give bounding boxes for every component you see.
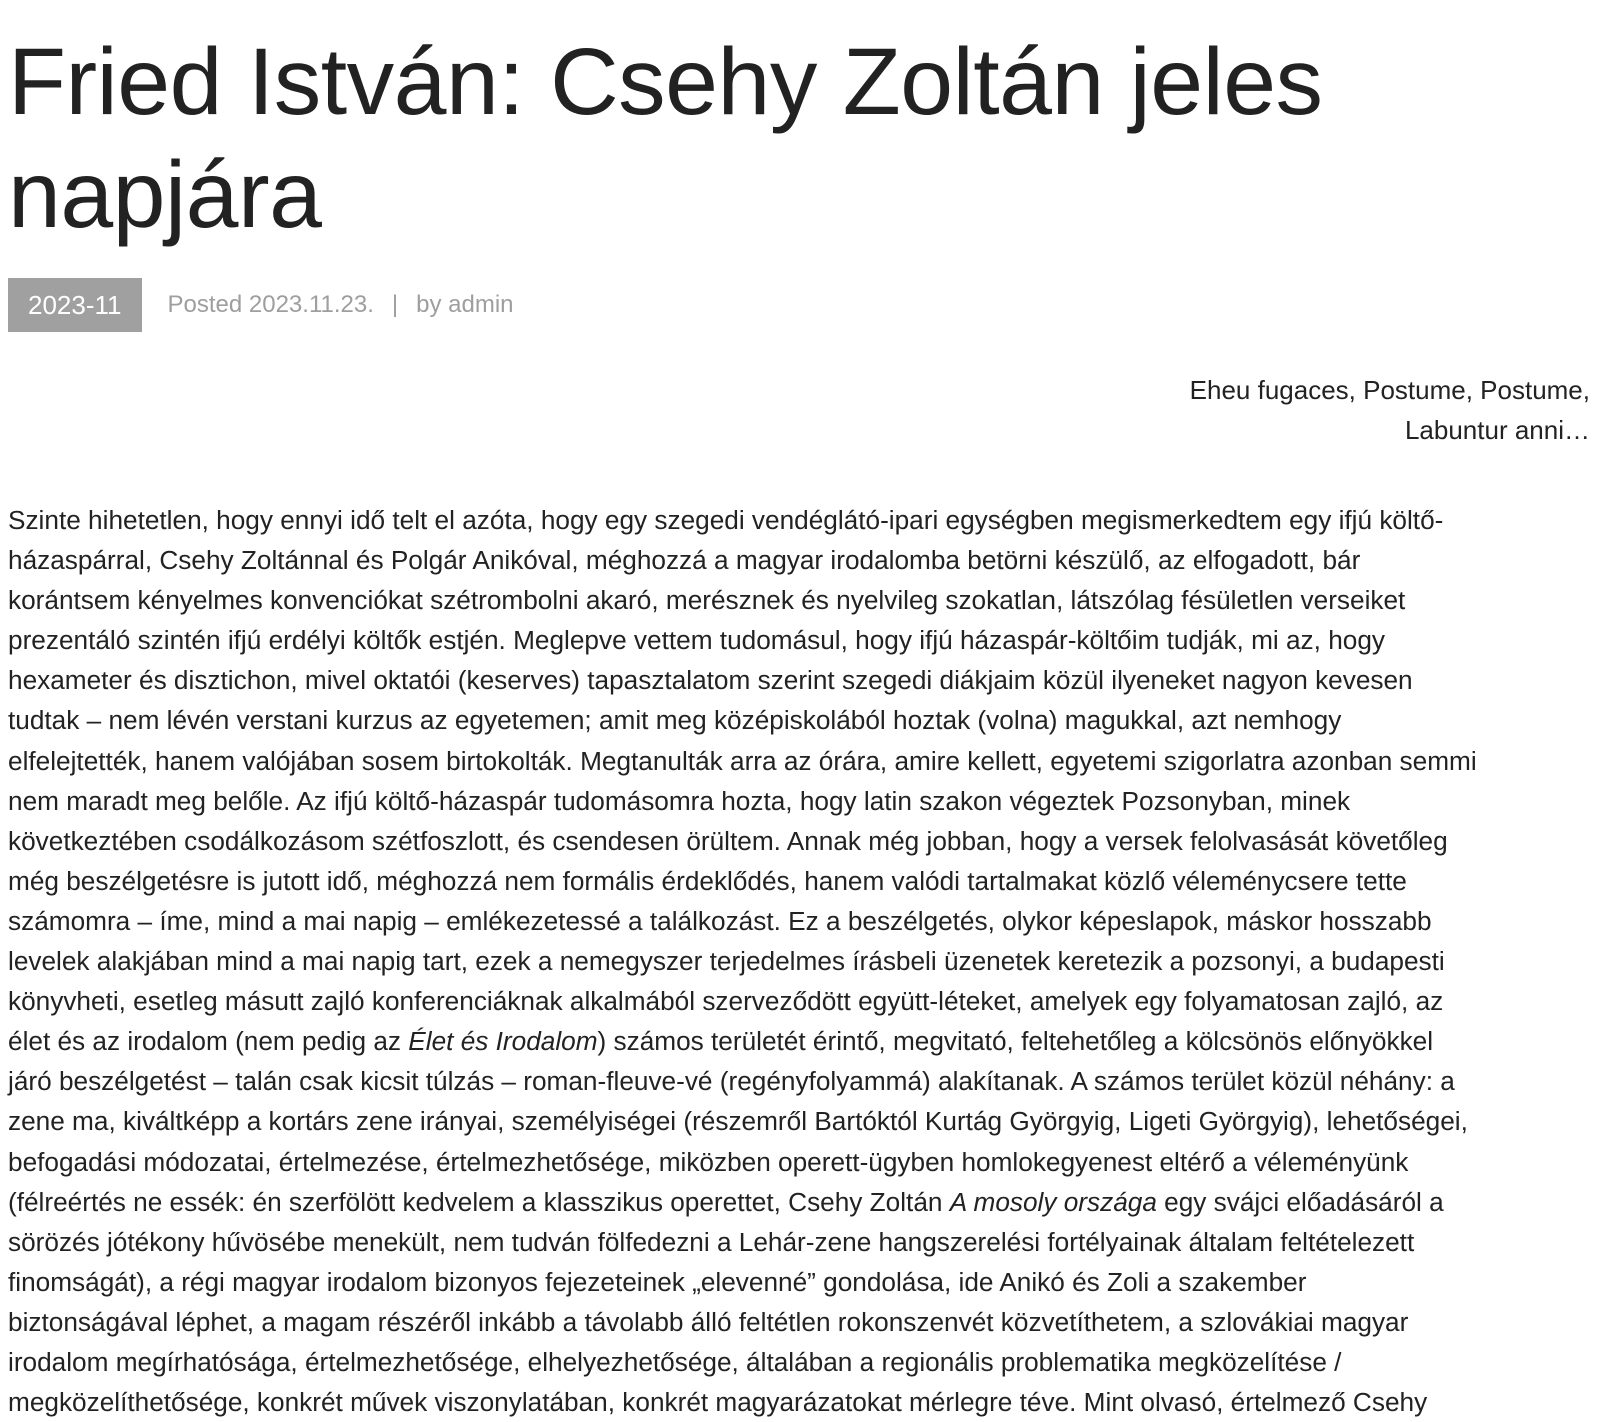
body-line: nem maradt meg belőle. Az ifjú költő-házaspár tudomásomra hozta, hogy latin szakon végeztek Pozsonyban, minek bbox=[8, 785, 1351, 816]
article bbox=[8, 0, 1590, 1422]
body-line: sörözés jótékony hűvösébe menekült, nem tudván fölfedezni a Lehár-zene hangszerelési fortélyainak általam feltételezett bbox=[8, 1226, 1415, 1257]
body-line: elfelejtették, hanem valójában sosem birtokolták. Megtanulták arra az órára, amire kellett, egyetemi szigorlatra azonban semmi bbox=[8, 745, 1477, 776]
meta-separator: | bbox=[391, 291, 399, 318]
body-text-fragment: (félreértés ne essék: én szerfölött kedvelem a klasszikus operettet, Csehy Zoltán bbox=[8, 1186, 950, 1217]
body-line: hexameter és disztichon, mivel oktatói (keserves) tapasztalatom szerint szegedi diákjaim közül ilyeneket nagyon kevesen bbox=[8, 665, 1413, 696]
body-line: járó beszélgetést – talán csak kicsit túlzás – roman-fleuve-vé (regényfolyammá) alakítanak. A számos terület közül néhány: a bbox=[8, 1066, 1455, 1097]
body-text-fragment: ) számos területét érintő, megvitató, feltehetőleg a kölcsönös előnyökkel bbox=[597, 1026, 1434, 1057]
body-line: számomra – íme, mind a mai napig – emlékezetessé a találkozást. Ez a beszélgetés, olykor képeslapok, máskor hosszabb bbox=[8, 905, 1432, 936]
body-line: korántsem kényelmes konvenciókat szétrombolni akaró, merésznek és nyelvileg szokatlan, látszólag fésületlen verseiket bbox=[8, 585, 1406, 616]
body-text-fragment: egy svájci előadásáról a bbox=[1156, 1186, 1444, 1217]
category-badge[interactable]: 2023-11 bbox=[8, 278, 142, 332]
post-meta bbox=[8, 278, 1590, 332]
body-line: Szinte hihetetlen, hogy ennyi idő telt el azóta, hogy egy szegedi vendéglátó-ipari egységben megismerkedtem egy ifjú költő- bbox=[8, 505, 1444, 535]
body-line: megközelíthetősége, konkrét művek viszonylatában, konkrét magyarázatokat mérlegre téve. Mint olvasó, értelmező Csehy bbox=[8, 1387, 1428, 1418]
body-line bbox=[8, 1021, 1598, 1061]
body-text-fragment: élet és az irodalom (nem pedig az bbox=[8, 1026, 409, 1057]
body-line: könyvheti, esetleg másutt zajló konferenciáknak alkalmából szerveződött együtt-léteket, amelyek egy folyamatosan zajló, az bbox=[8, 986, 1444, 1017]
body-line: levelek alakjában mind a mai napig tart, ezek a nemegyszer terjedelmes írásbeli üzenetek keretezik a pozsonyi, a budapesti bbox=[8, 946, 1445, 977]
body-line: befogadási módozatai, értelmezése, értelmezhetősége, miközben operett-ügyben homlokegyenest eltérő a véleményünk bbox=[8, 1146, 1409, 1177]
body-line: irodalom megírhatósága, értelmezhetősége, elhelyezhetősége, általában a regionális problematika megközelítése / bbox=[8, 1346, 1342, 1377]
body-line: biztonságával léphet, a magam részéről inkább a távolabb álló feltétlen rokonszenvét közvetíthetem, a szlovákiai magyar bbox=[8, 1306, 1409, 1337]
body-line: prezentáló szintén ifjú erdélyi költők estjén. Meglepve vettem tudomásul, hogy ifjú házaspár-költőim tudják, mi az, hogy bbox=[8, 625, 1385, 656]
article-body bbox=[8, 500, 1598, 1422]
italic-title: Élet és Irodalom bbox=[408, 1026, 598, 1057]
body-line: finomságát), a régi magyar irodalom bizonyos fejezeteinek „elevenné” gondolása, ide Anikó és Zoli a szakember bbox=[8, 1266, 1307, 1297]
epigraph-line: Eheu fugaces, Postume, Postume, bbox=[1189, 375, 1590, 405]
epigraph bbox=[8, 370, 1590, 450]
post-title: Fried István: Csehy Zoltán jeles napjára bbox=[8, 29, 1323, 248]
body-line: zene ma, kiváltképp a kortárs zene irányai, személyiségei (részemről Bartóktól Kurtág Györgyig, Ligeti Györgyig), lehetőségei, bbox=[8, 1106, 1468, 1137]
body-line: tudtak – nem lévén verstani kurzus az egyetemen; amit meg középiskolából hoztak (volna) magukkal, azt nemhogy bbox=[8, 705, 1342, 736]
body-line bbox=[8, 1182, 1598, 1222]
body-line: még beszélgetésre is jutott idő, méghozzá nem formális érdeklődés, hanem valódi tartalmakat közlő véleménycsere tette bbox=[8, 865, 1407, 896]
italic-title: A mosoly országa bbox=[949, 1186, 1157, 1217]
post-author-link[interactable]: by admin bbox=[416, 291, 514, 318]
epigraph-line: Labuntur anni… bbox=[1404, 415, 1590, 445]
post-date: Posted 2023.11.23. bbox=[167, 291, 374, 318]
body-line: házaspárral, Csehy Zoltánnal és Polgár Anikóval, méghozzá a magyar irodalomba betörni készülő, az elfogadott, bár bbox=[8, 545, 1361, 576]
body-line: következtében csodálkozásom szétfoszlott, és csendesen örültem. Annak még jobban, hogy a versek felolvasását követőleg bbox=[8, 825, 1448, 856]
